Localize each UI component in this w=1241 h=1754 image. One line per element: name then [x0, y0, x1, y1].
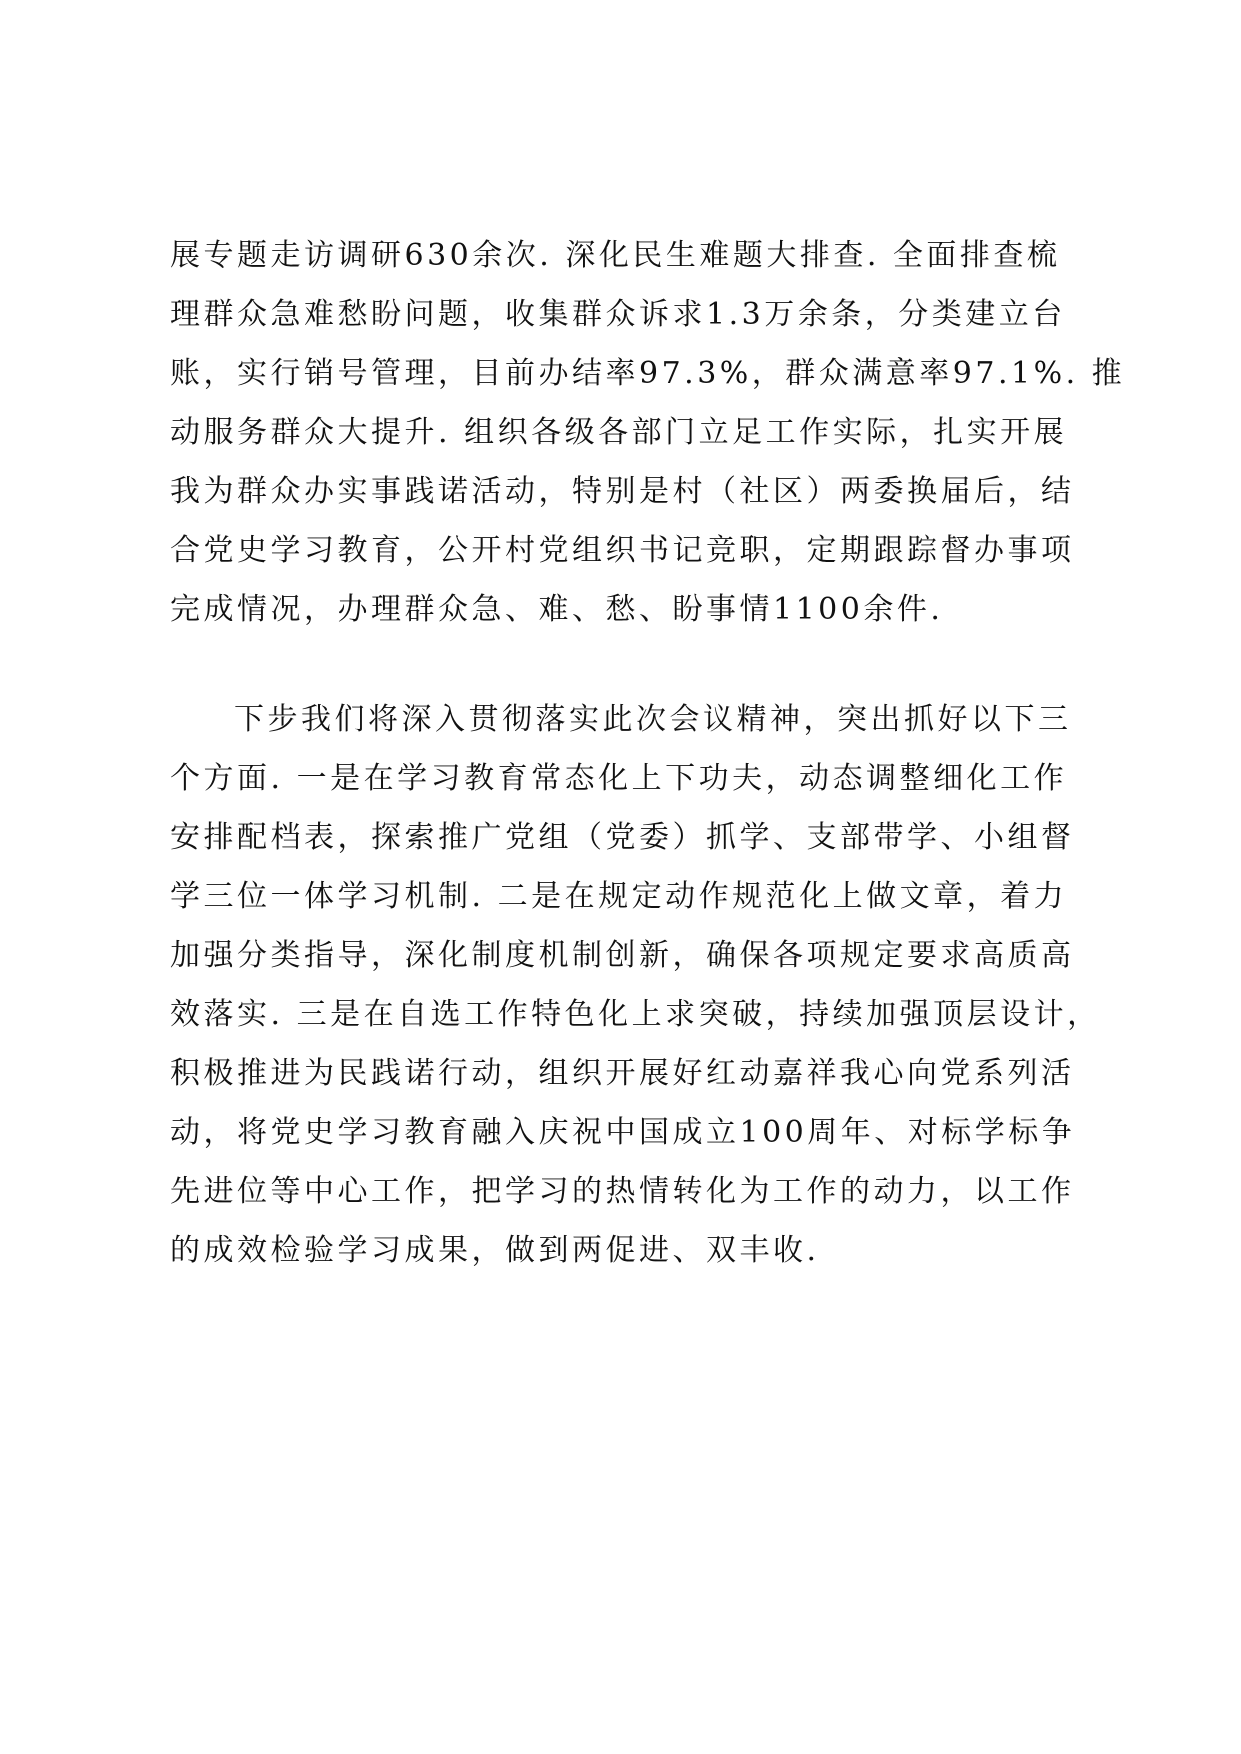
- text-line: 展专题走访调研630余次. 深化民生难题大排查. 全面排查梳: [170, 238, 1061, 273]
- text-line: 个方面. 一是在学习教育常态化上下功夫，动态调整细化工作: [170, 761, 1068, 796]
- text-line: 的成效检验学习成果，做到两促进、双丰收.: [170, 1233, 820, 1268]
- text-line: 动服务群众大提升. 组织各级各部门立足工作实际，扎实开展: [170, 415, 1068, 450]
- text-line: 积极推进为民践诺行动，组织开展好红动嘉祥我心向党系列活: [170, 1056, 1075, 1091]
- text-line: 账，实行销号管理，目前办结率97.3%，群众满意率97.1%. 推: [170, 356, 1126, 391]
- text-line: 理群众急难愁盼问题，收集群众诉求1.3万余条，分类建立台: [170, 297, 1066, 332]
- text-line: 安排配档表，探索推广党组（党委）抓学、支部带学、小组督: [170, 820, 1075, 855]
- text-line: 我为群众办实事践诺活动，特别是村（社区）两委换届后，结: [170, 474, 1075, 509]
- text-line: 动，将党史学习教育融入庆祝中国成立100周年、对标学标争: [170, 1115, 1076, 1150]
- text-line: 学三位一体学习机制. 二是在规定动作规范化上做文章，着力: [170, 879, 1068, 914]
- text-line: 效落实. 三是在自选工作特色化上求突破，持续加强顶层设计，: [170, 997, 1101, 1032]
- text-line: 下步我们将深入贯彻落实此次会议精神，突出抓好以下三: [234, 702, 1072, 737]
- text-line: 先进位等中心工作，把学习的热情转化为工作的动力，以工作: [170, 1174, 1075, 1209]
- text-line: 合党史学习教育，公开村党组织书记竞职，定期跟踪督办事项: [170, 533, 1075, 568]
- text-line: 完成情况，办理群众急、难、愁、盼事情1100余件.: [170, 592, 944, 627]
- text-line: 加强分类指导，深化制度机制创新，确保各项规定要求高质高: [170, 938, 1075, 973]
